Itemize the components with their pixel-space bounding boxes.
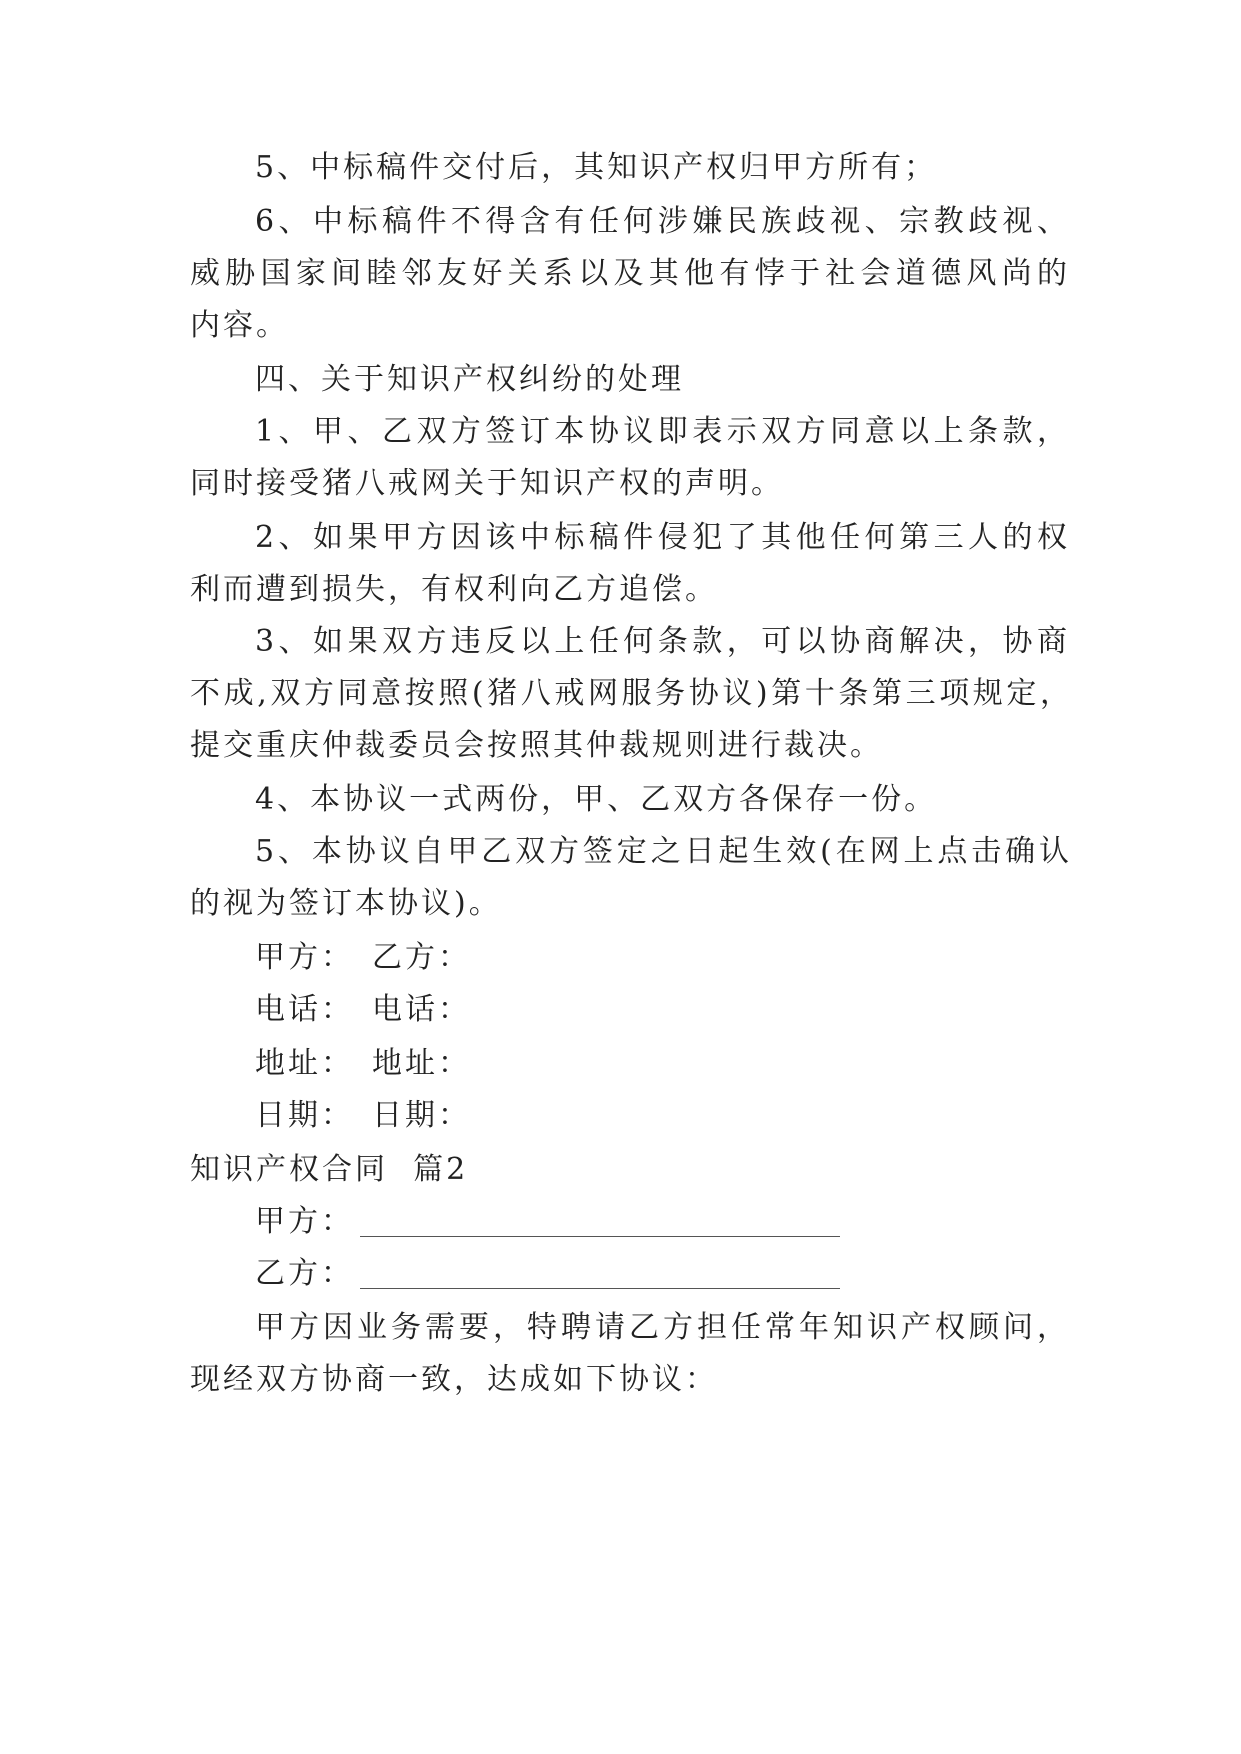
clause-6-line-3: 内容。 [190,308,289,343]
clause-5-ip-ownership: 5、中标稿件交付后，其知识产权归甲方所有； [255,150,938,185]
signature-phone-row [255,990,1135,1030]
party-b-label: 乙方： [372,940,471,975]
signature-date-row [255,1096,1135,1136]
date-b-label: 日期： [372,1098,471,1133]
signature-address-row [255,1044,1135,1084]
signature-party-row [255,938,1135,978]
section-4-heading: 四、关于知识产权纠纷的处理 [255,362,684,397]
section-4-item-3-line-1: 3、如果双方违反以上任何条款，可以协商解决，协商 [255,624,1070,659]
section-2-party-b-row [255,1254,1135,1294]
section-2-party-b-label: 乙方： [255,1256,354,1291]
address-b-label: 地址： [372,1046,471,1081]
section-2-body-line-2: 现经双方协商一致，达成如下协议： [190,1362,718,1397]
section-4-item-5-line-2: 的视为签订本协议)。 [190,886,502,921]
section-2-title: 知识产权合同 篇2 [190,1152,469,1187]
phone-b-label: 电话： [372,992,471,1027]
section-4-item-3-line-2: 不成,双方同意按照(猪八戒网服务协议)第十条第三项规定， [190,676,1070,711]
section-4-item-3-line-3: 提交重庆仲裁委员会按照其仲裁规则进行裁决。 [190,728,883,763]
section-4-item-1-line-2: 同时接受猪八戒网关于知识产权的声明。 [190,466,784,501]
section-4-item-4: 4、本协议一式两份，甲、乙双方各保存一份。 [255,782,938,817]
section-2-body-line-1: 甲方因业务需要，特聘请乙方担任常年知识产权顾问， [255,1310,1070,1345]
section-4-item-1-line-1: 1、甲、乙双方签订本协议即表示双方同意以上条款， [255,414,1070,449]
party-b-blank [360,1260,840,1289]
party-a-blank [360,1208,840,1237]
section-2-party-a-label: 甲方： [255,1204,354,1239]
clause-6-line-1: 6、中标稿件不得含有任何涉嫌民族歧视、宗教歧视、 [255,204,1070,239]
section-2-party-a-row [255,1202,1135,1242]
section-4-item-5-line-1: 5、本协议自甲乙双方签定之日起生效(在网上点击确认 [255,834,1070,869]
date-a-label: 日期： [255,1098,354,1133]
phone-a-label: 电话： [255,992,354,1027]
section-4-item-2-line-1: 2、如果甲方因该中标稿件侵犯了其他任何第三人的权 [255,520,1070,555]
clause-6-line-2: 威胁国家间睦邻友好关系以及其他有悖于社会道德风尚的 [190,256,1070,291]
address-a-label: 地址： [255,1046,354,1081]
party-a-label: 甲方： [255,940,354,975]
section-4-item-2-line-2: 利而遭到损失，有权利向乙方追偿。 [190,572,718,607]
